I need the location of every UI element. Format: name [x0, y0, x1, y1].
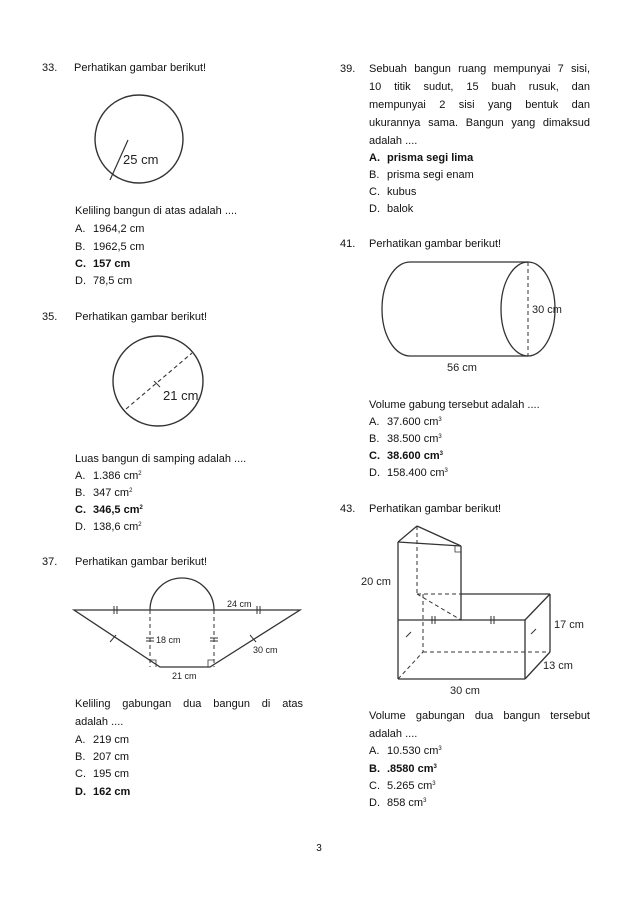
question-number: 33. — [42, 62, 58, 74]
question-39-number: 39. — [340, 63, 356, 75]
option-a[interactable]: A. 1.386 $cm^2$ — [75, 470, 142, 482]
question-text: Luas bangun di samping adalah .... — [75, 453, 247, 465]
label-box-depth: 13 cm — [543, 660, 573, 672]
question-35-number: 35. — [42, 311, 58, 323]
question-prompt: Perhatikan gambar berikut! — [74, 62, 207, 74]
figure-label-radius: 25 cm — [123, 152, 159, 167]
label-side: 30 cm — [253, 645, 278, 655]
question-39-line1: Sebuah bangun ruang mempunyai 7 sisi, — [369, 63, 590, 75]
option-a[interactable]: A. 1964,2 cm — [75, 223, 145, 235]
option-c[interactable]: C. 346,5 $cm^2$ — [75, 504, 143, 516]
question-text-line2: adalah .... — [369, 728, 418, 740]
question-41-prompt: Perhatikan gambar berikut! — [369, 238, 502, 250]
option-d[interactable]: D. 162 cm — [75, 786, 131, 798]
option-d[interactable]: D. 158.400 $cm^3$ — [369, 467, 448, 479]
question-37-prompt: Perhatikan gambar berikut! — [75, 556, 208, 568]
option-d[interactable]: D. 138,6 $cm^2$ — [75, 521, 142, 533]
option-a[interactable]: A. 37.600 $cm^3$ — [369, 416, 442, 428]
figure-prism-and-box — [355, 522, 595, 697]
option-a[interactable]: A. prisma segi lima — [369, 152, 474, 164]
option-b[interactable]: B. 347 $cm^2$ — [75, 487, 133, 499]
figure-trapezoid-semicircle — [70, 580, 310, 685]
option-c[interactable]: C. 38.600 $cm^3$ — [369, 450, 443, 462]
label-length: 56 cm — [447, 362, 477, 374]
question-text: Keliling bangun di atas adalah .... — [75, 205, 238, 217]
option-b[interactable]: B. 207 cm — [75, 751, 130, 763]
option-c[interactable]: C. kubus — [369, 186, 417, 198]
label-box-height: 17 cm — [554, 619, 584, 631]
option-c[interactable]: C. 5.265 $cm^3$ — [369, 780, 436, 792]
label-top: 24 cm — [227, 599, 252, 609]
option-b[interactable]: B. 1962,5 cm — [75, 241, 145, 253]
question-43-number: 43. — [340, 503, 356, 515]
question-text-line1: Keliling gabungan dua bangun di atas — [75, 698, 303, 710]
figure-cylinder — [380, 258, 580, 378]
question-39-line3: mempunyai 2 sisi yang bentuk dan — [369, 99, 590, 111]
question-41-number: 41. — [340, 238, 356, 250]
option-a[interactable]: A. 10.530 $cm^3$ — [369, 745, 442, 757]
question-39-line5: adalah .... — [369, 135, 418, 147]
option-a[interactable]: A. 219 cm — [75, 734, 130, 746]
option-c[interactable]: C. 195 cm — [75, 768, 130, 780]
label-bottom: 21 cm — [172, 671, 197, 681]
option-d[interactable]: D. 858 $cm^3$ — [369, 797, 427, 809]
option-d[interactable]: D. balok — [369, 203, 414, 215]
label-prism-height: 20 cm — [361, 576, 391, 588]
label-height: 18 cm — [156, 635, 181, 645]
figure-label-diameter: 21 cm — [163, 388, 199, 403]
question-text-line2: adalah .... — [75, 716, 124, 728]
question-37-number: 37. — [42, 556, 58, 568]
label-box-length: 30 cm — [450, 685, 480, 697]
question-39-line4: ukurannya sama. Bangun yang dimaksud — [369, 117, 590, 129]
question-43-prompt: Perhatikan gambar berikut! — [369, 503, 502, 515]
question-39-line2: 10 titik sudut, 15 buah rusuk, dan — [369, 81, 590, 93]
option-c[interactable]: C. 157 cm — [75, 258, 131, 270]
page-number: 3 — [316, 843, 322, 854]
option-b[interactable]: B. .8580 $cm^3$ — [369, 763, 437, 775]
option-d[interactable]: D. 78,5 cm — [75, 275, 133, 287]
option-b[interactable]: B. 38.500 $cm^3$ — [369, 433, 442, 445]
question-text: Volume gabung tersebut adalah .... — [369, 399, 540, 411]
question-35-prompt: Perhatikan gambar berikut! — [75, 311, 208, 323]
option-b[interactable]: B. prisma segi enam — [369, 169, 474, 181]
figure-circle-radius — [85, 90, 195, 190]
figure-circle-diameter — [110, 333, 210, 433]
label-diameter: 30 cm — [532, 304, 562, 316]
question-text-line1: Volume gabungan dua bangun tersebut — [369, 710, 590, 722]
